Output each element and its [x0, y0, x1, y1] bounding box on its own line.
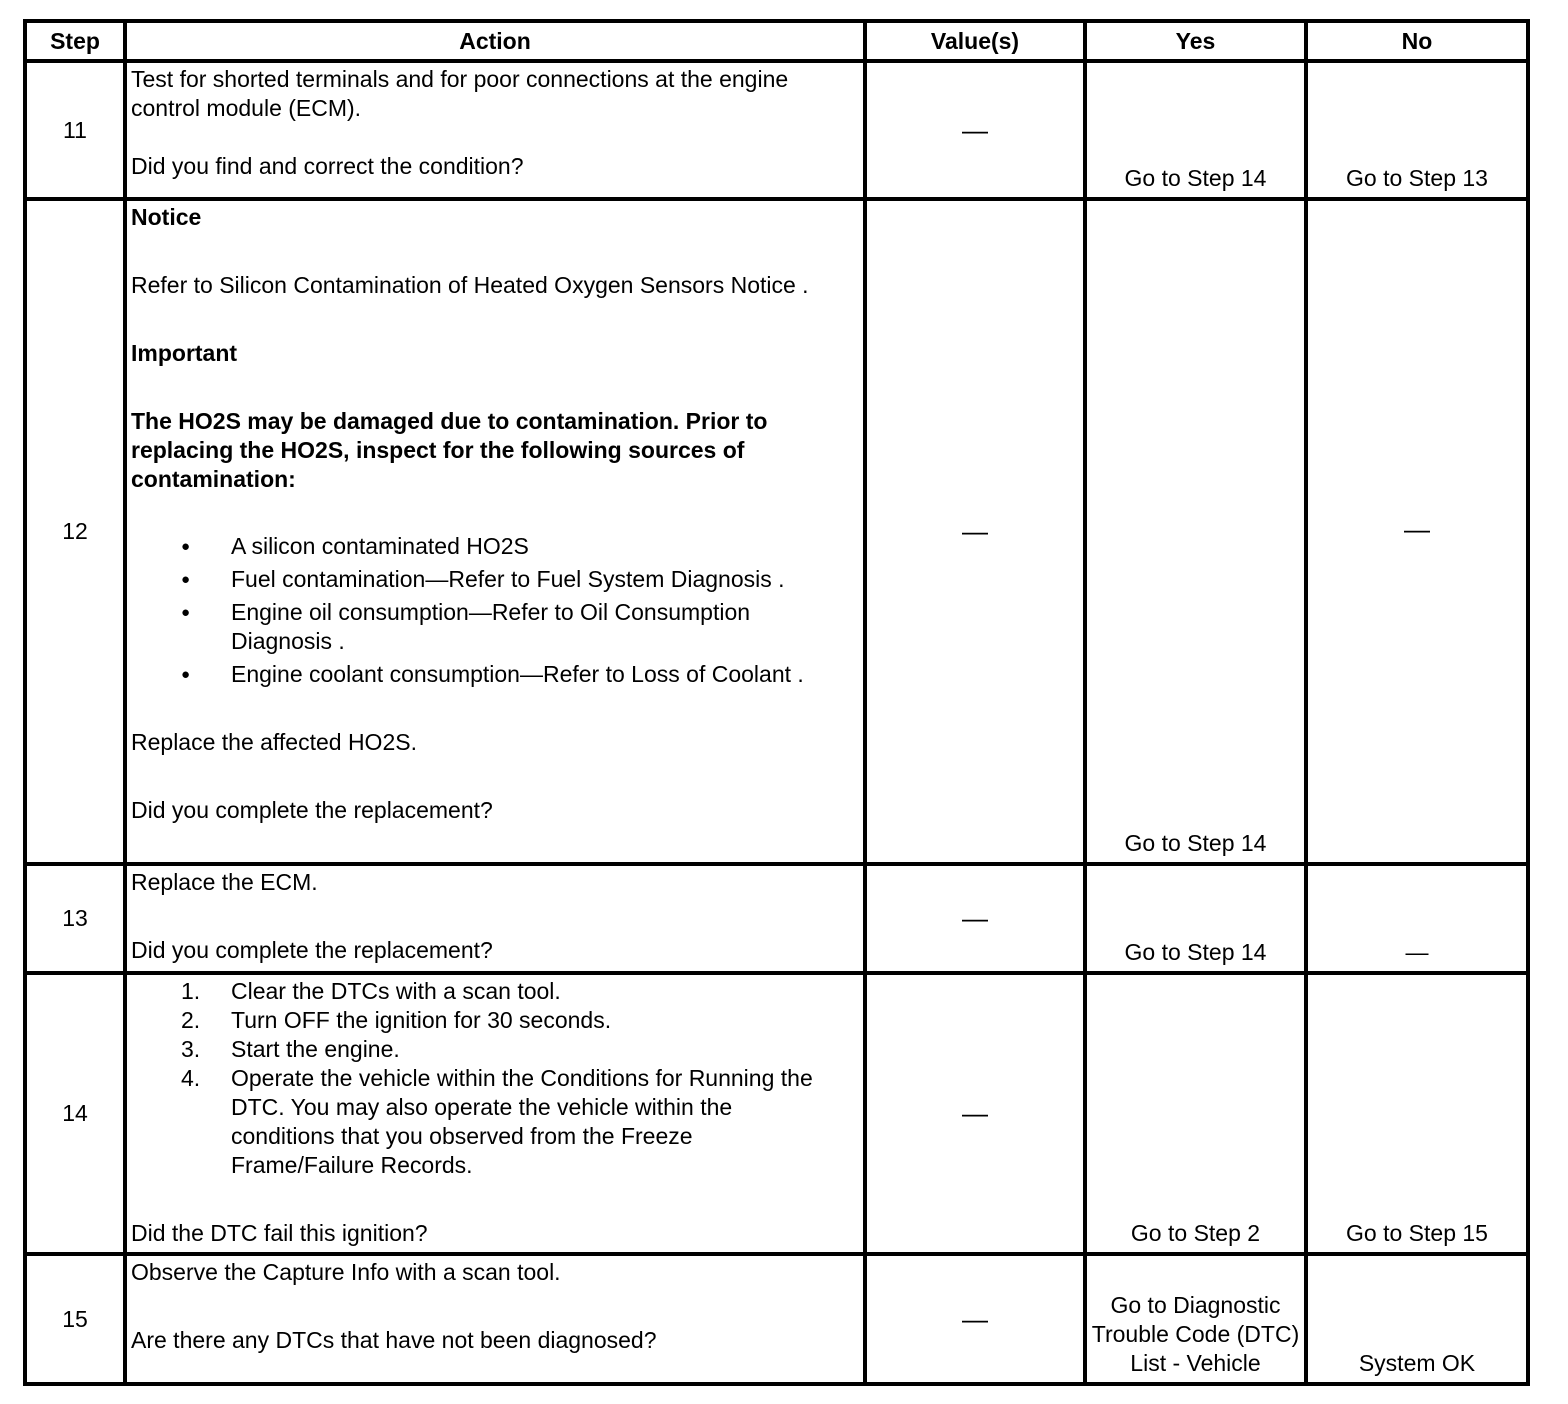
- list-item: ● Engine oil consumption—Refer to Oil Consumption Diagnosis .: [131, 598, 859, 656]
- value-cell: —: [865, 61, 1085, 199]
- procedure-list: [131, 977, 859, 1180]
- no-cell: —: [1306, 864, 1528, 973]
- list-item: ● Fuel contamination—Refer to Fuel System Diagnosis .: [131, 565, 859, 594]
- list-item: ● Engine coolant consumption—Refer to Loss of Coolant .: [131, 660, 859, 689]
- header-values: Value(s): [865, 21, 1085, 61]
- yes-cell: Go to Step 14: [1085, 61, 1306, 199]
- list-item: [131, 977, 859, 1006]
- header-no: No: [1306, 21, 1528, 61]
- notice-label: Notice: [131, 204, 202, 230]
- yes-cell: [1085, 1254, 1306, 1384]
- notice-text: Refer to Silicon Contamination of Heated Oxygen Sensors Notice .: [131, 272, 809, 298]
- step-number: 13: [25, 864, 125, 973]
- no-cell: Go to Step 15: [1306, 973, 1528, 1254]
- action-question: Did you complete the replacement?: [131, 797, 493, 823]
- action-text: Observe the Capture Info with a scan tool.: [131, 1259, 561, 1285]
- step-number: 12: [25, 199, 125, 864]
- action-question: Are there any DTCs that have not been diagnosed?: [131, 1327, 657, 1353]
- header-step: Step: [25, 21, 125, 61]
- action-question: Did you find and correct the condition?: [131, 153, 524, 179]
- action-cell: [125, 199, 865, 864]
- contamination-source-list: [131, 532, 859, 689]
- step-number: 15: [25, 1254, 125, 1384]
- action-text: Test for shorted terminals and for poor connections at the engine control module (ECM).: [131, 66, 789, 121]
- list-item-number: 3.: [181, 1036, 201, 1062]
- no-cell: —: [1306, 199, 1528, 864]
- action-cell: [125, 1254, 865, 1384]
- important-label: Important: [131, 340, 238, 366]
- value-cell: —: [865, 199, 1085, 864]
- header-yes: Yes: [1085, 21, 1306, 61]
- yes-cell: Go to Step 14: [1085, 199, 1306, 864]
- step-number: 11: [25, 61, 125, 199]
- step-number: 14: [25, 973, 125, 1254]
- diagnostic-table: [23, 19, 1530, 1386]
- no-cell: Go to Step 13: [1306, 61, 1528, 199]
- list-item: [131, 1064, 859, 1180]
- dtc-list-link[interactable]: Go to Diagnostic Trouble Code (DTC) List - Vehicle: [1091, 1292, 1300, 1376]
- list-item-text: Start the engine.: [231, 1036, 400, 1062]
- action-cell: [125, 864, 865, 973]
- header-action: Action: [125, 21, 865, 61]
- replace-text: Replace the affected HO2S.: [131, 729, 417, 755]
- list-item-number: 4.: [181, 1065, 201, 1091]
- action-question: Did you complete the replacement?: [131, 937, 493, 963]
- action-cell: [125, 61, 865, 199]
- action-text: Replace the ECM.: [131, 869, 318, 895]
- important-text: The HO2S may be damaged due to contamination. Prior to replacing the HO2S, inspect for the following sources of contamination:: [131, 408, 768, 492]
- list-item-text: Clear the DTCs with a scan tool.: [231, 978, 561, 1004]
- list-item: [131, 1035, 859, 1064]
- list-item-text: Operate the vehicle within the Conditions for Running the DTC. You may also operate the vehicle within the conditions that you observed from the Freeze Frame/Failure Records.: [231, 1065, 813, 1178]
- value-cell: —: [865, 1254, 1085, 1384]
- list-item-text: Turn OFF the ignition for 30 seconds.: [231, 1007, 612, 1033]
- table-row-step-15: [25, 1254, 1528, 1384]
- yes-cell: Go to Step 2: [1085, 973, 1306, 1254]
- action-cell: [125, 973, 865, 1254]
- no-cell: System OK: [1306, 1254, 1528, 1384]
- table-row-step-12: [25, 199, 1528, 864]
- list-item-number: 2.: [181, 1007, 201, 1033]
- table-row-step-14: [25, 973, 1528, 1254]
- yes-cell: Go to Step 14: [1085, 864, 1306, 973]
- table-row-step-11: [25, 61, 1528, 199]
- table-row-step-13: [25, 864, 1528, 973]
- list-item: [131, 1006, 859, 1035]
- value-cell: —: [865, 973, 1085, 1254]
- action-question: Did the DTC fail this ignition?: [131, 1220, 428, 1246]
- list-item-number: 1.: [181, 978, 201, 1004]
- table-header-row: [25, 21, 1528, 61]
- value-cell: —: [865, 864, 1085, 973]
- list-item: ● A silicon contaminated HO2S: [131, 532, 859, 561]
